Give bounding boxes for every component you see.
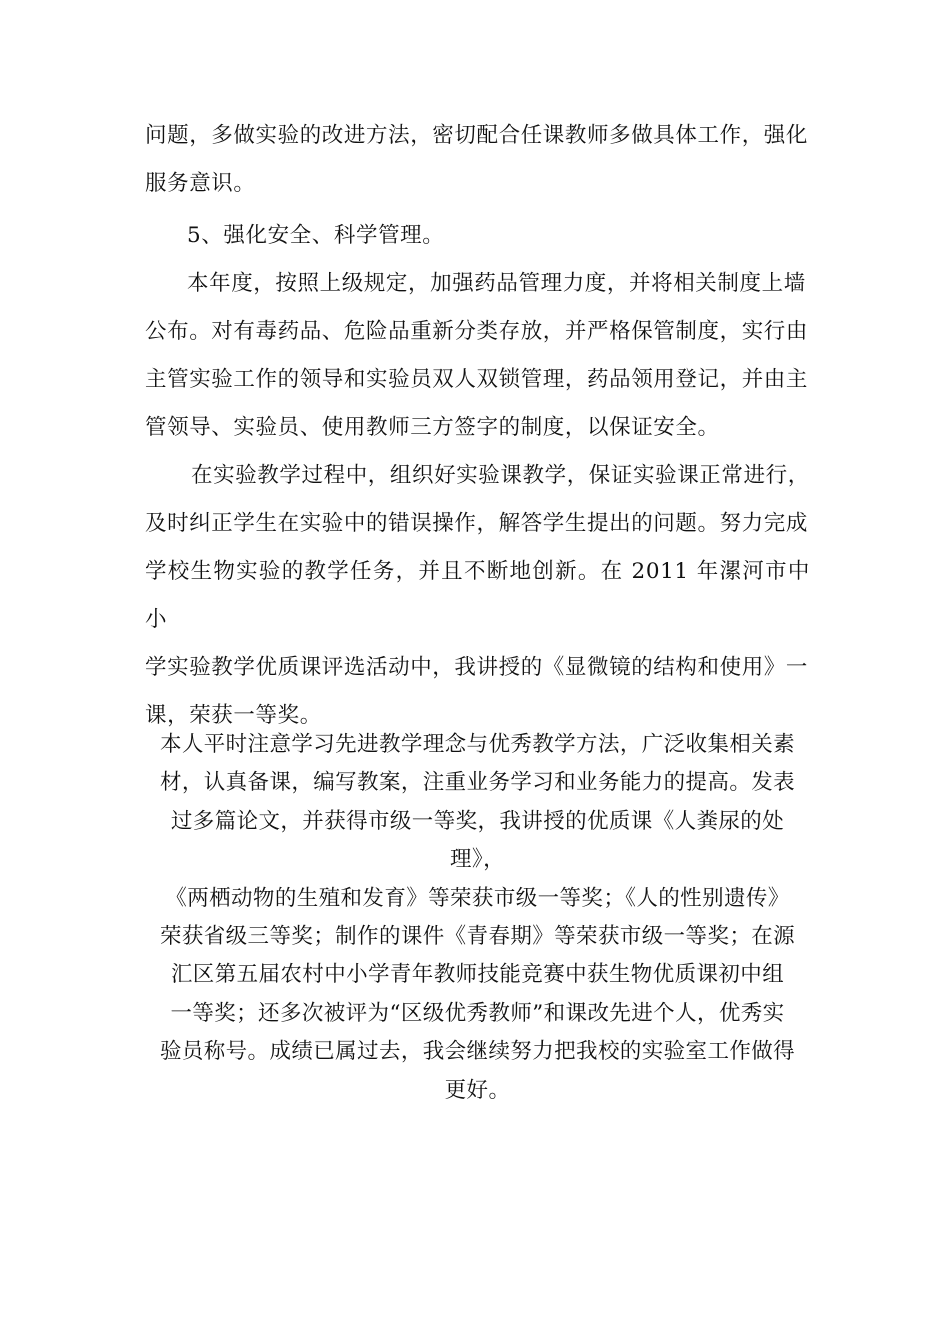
text-line: 在实验教学过程中，组织好实验课教学，保证实验课正常进行， [191, 463, 810, 488]
heading-line: 5、强化安全、科学管理。 [187, 223, 445, 248]
text-line: 本年度，按照上级规定，加强药品管理力度，并将相关制度上墙 [187, 271, 806, 296]
text-line: 一等奖；还多次被评为“区级优秀教师”和课改先进个人，优秀实 [170, 1000, 785, 1026]
text-line: 问题，多做实验的改进方法，密切配合任课教师多做具体工作，强化 [145, 123, 809, 148]
text-line: 管领导、实验员、使用教师三方签字的制度，以保证安全。 [145, 415, 720, 440]
text-line: 公布。对有毒药品、危险品重新分类存放，并严格保管制度，实行由 [145, 319, 809, 344]
text-line: 服务意识。 [145, 171, 256, 196]
text-line: 过多篇论文，并获得市级一等奖，我讲授的优质课《人粪尿的处理》， [170, 808, 785, 873]
text-line: 主管实验工作的领导和实验员双人双锁管理，药品领用登记，并由主 [145, 367, 809, 392]
text-line: 本人平时注意学习先进教学理念与优秀教学方法，广泛收集相关素 [159, 732, 796, 757]
paragraph-chemical-management [145, 260, 810, 452]
section-heading-safety-management [145, 212, 810, 260]
text-line: 及时纠正学生在实验中的错误操作，解答学生提出的问题。努力完成 [145, 511, 809, 536]
text-line: 验员称号。成绩已属过去，我会继续努力把我校的实验室工作做得 [159, 1039, 796, 1065]
paragraph-service-awareness [145, 112, 810, 208]
text-line: 学校生物实验的教学任务，并且不断地创新。在 2011 年漯河市中小 [145, 559, 810, 632]
paragraph-achievements [145, 726, 810, 1110]
text-line: 课，荣获一等奖。 [145, 703, 322, 728]
text-line: 《两栖动物的生殖和发育》等荣获市级一等奖；《人的性别遗传》 [165, 885, 790, 911]
text-line: 更好。 [444, 1077, 511, 1103]
text-line: 荣获省级三等奖；制作的课件《青春期》等荣获市级一等奖；在源 [159, 924, 796, 950]
text-line: 学实验教学优质课评选活动中，我讲授的《显微镜的结构和使用》一 [145, 655, 809, 680]
text-line: 汇区第五届农村中小学青年教师技能竞赛中获生物优质课初中组 [170, 962, 785, 988]
text-line: 材，认真备课，编写教案，注重业务学习和业务能力的提高。发表 [159, 770, 796, 796]
paragraph-experiment-teaching [145, 452, 810, 740]
